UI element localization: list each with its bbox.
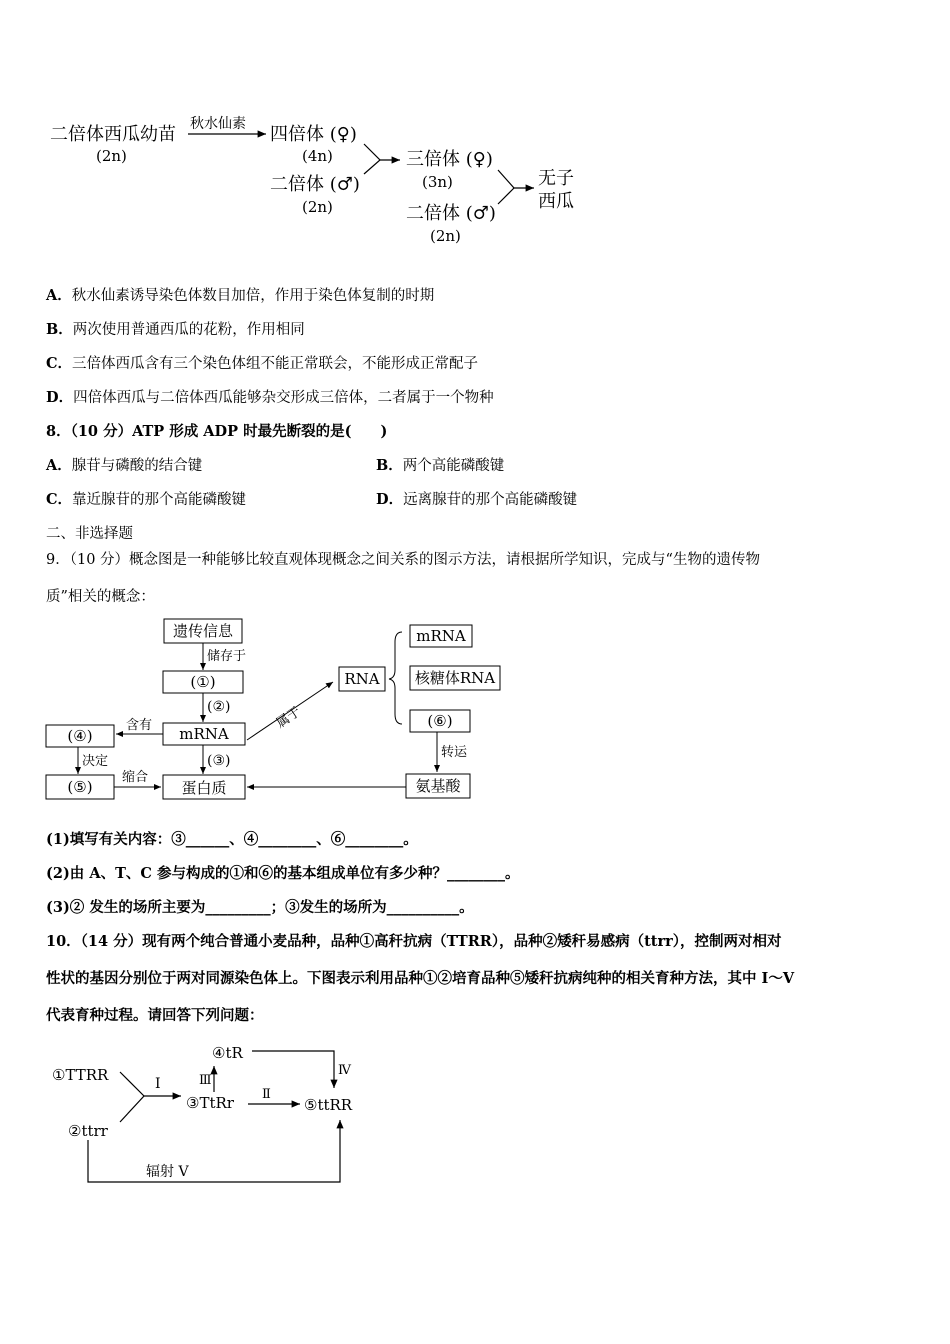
genetic-info-label: 遗传信息 — [172, 622, 234, 640]
tetraploid-label: 四倍体 (♀) — [270, 124, 357, 145]
q7-option-c-label: C． — [46, 355, 73, 372]
rna-brace — [389, 632, 402, 724]
diploid-seedling-ploidy: (2n) — [96, 147, 127, 165]
q8-option-a-text: 腺苷与磷酸的结合键 — [71, 458, 203, 474]
q8-option-b-label: B． — [376, 457, 403, 474]
wheat-breeding-diagram — [40, 1036, 380, 1192]
q9-sub-1: (1)填写有关内容：③______、④________、⑥________。 — [46, 831, 418, 848]
step-IV-label: Ⅳ — [338, 1063, 351, 1078]
diploid-male-label-1: 二倍体 (♂) — [270, 174, 360, 195]
q8-option-b — [376, 456, 504, 476]
rna-label: RNA — [344, 670, 380, 688]
q8-option-d — [376, 490, 577, 510]
q8-stem: 8．（10 分）ATP 形成 ADP 时最先断裂的是( ) — [46, 423, 388, 440]
determines-label: 决定 — [82, 754, 109, 769]
seedless-watermelon-diagram — [40, 108, 600, 253]
triploid-label: 三倍体 (♀) — [406, 149, 493, 170]
q8-option-b-text: 两个高能磷酸键 — [402, 458, 505, 474]
colchicine-label: 秋水仙素 — [190, 116, 246, 132]
cross-bracket-1 — [364, 144, 380, 174]
parent-2-label: ②ttrr — [68, 1122, 108, 1140]
target-label: ⑤ttRR — [304, 1096, 353, 1114]
amino-acid-label: 氨基酸 — [415, 777, 461, 795]
q9-stem-line-1: 9．（10 分）概念图是一种能够比较直观体现概念之间关系的图示方法，请根据所学知识，完成与“生物的遗传物 — [46, 552, 760, 568]
q7-option-a — [46, 286, 434, 306]
contains-label: 含有 — [126, 718, 153, 733]
parent-1-label: ①TTRR — [52, 1066, 109, 1084]
q8-option-c-label: C． — [46, 491, 73, 508]
q7-option-d-label: D． — [46, 389, 74, 406]
section-heading: 二、非选择题 — [46, 526, 133, 542]
seedless-label-1: 无子 — [538, 168, 574, 189]
box-6-label: (⑥) — [427, 712, 453, 730]
q10-stem-line-3: 代表育种过程。请回答下列问题： — [46, 1007, 264, 1024]
transport-label: 转运 — [441, 745, 468, 760]
step-IV-arrow — [252, 1051, 334, 1088]
diploid-male-ploidy-1: (2n) — [302, 198, 333, 216]
q7-option-a-text: 秋水仙素诱导染色体数目加倍，作用于染色体复制的时期 — [71, 288, 435, 304]
belongs-to-label: 属于 — [273, 704, 304, 732]
q8-option-a-label: A． — [46, 457, 72, 474]
protein-label: 蛋白质 — [181, 779, 227, 797]
q7-option-c-text: 三倍体西瓜含有三个染色体组不能正常联会，不能形成正常配子 — [72, 356, 479, 372]
q9-stem-line-2: 质”相关的概念： — [46, 589, 155, 605]
cross-bracket-2 — [498, 170, 514, 204]
stored-in-label: 储存于 — [207, 649, 247, 664]
q7-option-b-text: 两次使用普通西瓜的花粉，作用相同 — [72, 322, 305, 338]
q7-option-c — [46, 354, 478, 374]
condense-label: 缩合 — [122, 770, 149, 785]
q7-option-b-label: B． — [46, 321, 73, 338]
seedless-label-2: 西瓜 — [538, 191, 574, 212]
q10-stem-line-1: 10．（14 分）现有两个纯合普通小麦品种，品种①高秆抗病（TTRR），品种②矮秆易感病（ttrr），控制两对相对 — [46, 933, 782, 950]
cross-bracket — [120, 1072, 144, 1122]
radiation-arrow — [88, 1120, 340, 1182]
q9-sub-2: (2)由 A、T、C 参与构成的①和⑥的基本组成单位有多少种？________。 — [46, 865, 520, 882]
box-1-label: (①) — [190, 673, 216, 691]
q8-option-c-text: 靠近腺苷的那个高能磷酸键 — [72, 492, 247, 508]
q7-option-d-text: 四倍体西瓜与二倍体西瓜能够杂交形成三倍体，二者属于一个物种 — [73, 390, 494, 406]
q7-option-d — [46, 388, 494, 408]
diploid-male-ploidy-2: (2n) — [430, 227, 461, 245]
step-II-label: Ⅱ — [262, 1087, 271, 1102]
tetraploid-ploidy: (4n) — [302, 147, 333, 165]
q7-option-b — [46, 320, 305, 340]
q8-option-d-text: 远离腺苷的那个高能磷酸键 — [403, 492, 578, 508]
q10-stem-line-2: 性状的基因分别位于两对同源染色体上。下图表示利用品种①②培育品种⑤矮秆抗病纯种的相关育种方法，其中 I～V — [46, 970, 795, 987]
step-3-label: (③) — [207, 753, 231, 769]
mrna-center-label: mRNA — [179, 725, 229, 743]
step-III-label: Ⅲ — [199, 1073, 212, 1088]
triploid-ploidy: (3n) — [422, 173, 453, 191]
f1-label: ③TtRr — [186, 1094, 234, 1112]
diploid-male-label-2: 二倍体 (♂) — [406, 203, 496, 224]
q8-option-d-label: D． — [376, 491, 404, 508]
genetic-material-concept-map — [40, 612, 510, 808]
step-2-label: (②) — [207, 699, 231, 715]
q8-option-a — [46, 456, 202, 476]
box-4-label: (④) — [67, 727, 93, 745]
diploid-seedling-label: 二倍体西瓜幼苗 — [50, 124, 176, 145]
q8-option-c — [46, 490, 246, 510]
step-I-label: I — [155, 1076, 161, 1092]
mrna-label: mRNA — [416, 627, 466, 645]
q9-sub-3: (3)② 发生的场所主要为_________；③发生的场所为__________。 — [46, 899, 474, 916]
radiation-label: 辐射 V — [146, 1164, 189, 1180]
haploid-label: ④tR — [212, 1044, 243, 1062]
box-5-label: (⑤) — [67, 778, 93, 796]
rrna-label: 核糖体RNA — [414, 669, 496, 687]
q7-option-a-label: A． — [46, 287, 72, 304]
